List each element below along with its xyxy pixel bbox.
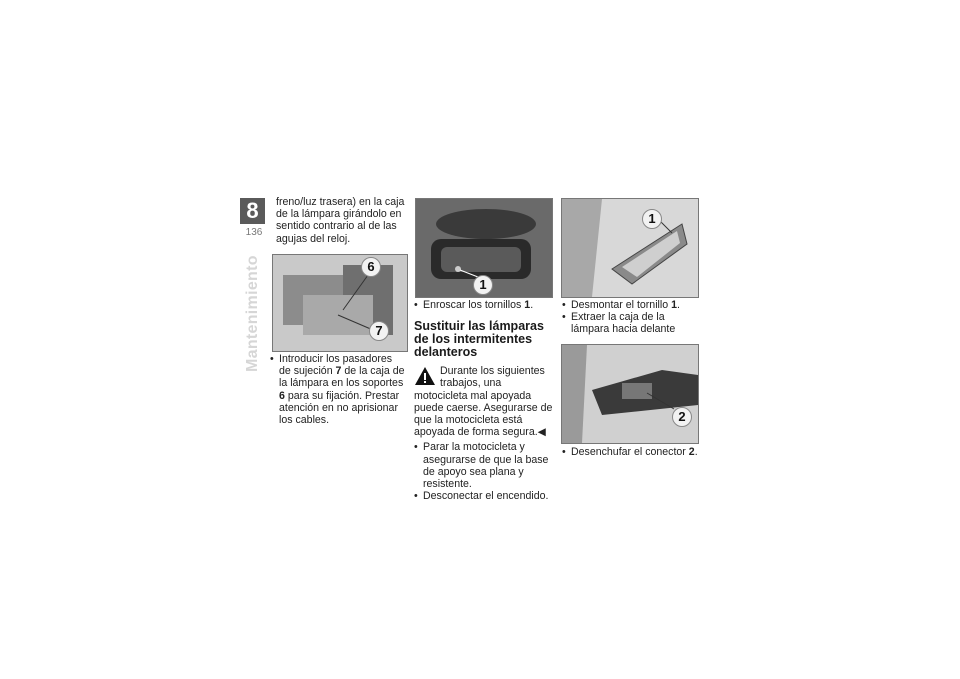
page-number: 136	[245, 227, 263, 238]
warning-triangle-icon	[414, 366, 436, 386]
photo-connector-illustration	[562, 345, 698, 443]
bullet-pull-housing: • Extraer la caja de la lámpara hacia delante	[562, 311, 702, 335]
col3-bullets-top	[562, 299, 702, 336]
photo-indicator	[561, 198, 699, 298]
col2-content	[414, 299, 554, 502]
photo-callout-2: 2	[672, 407, 692, 427]
bullet-disconnect-connector: • Desenchufar el conector 2.	[562, 446, 702, 458]
col1-intro	[276, 196, 406, 245]
chapter-number: 8	[240, 198, 265, 224]
photo-callout-7: 7	[369, 321, 389, 341]
col1-bullets	[270, 353, 406, 426]
col3-bullets-bottom	[562, 446, 702, 458]
bullet-insert-pins: • Introducir los pasadores de sujeción 7 de la caja de la lámpara en los soportes 6 para su fijación. Prestar atención en no aprisionar los cables.	[270, 353, 406, 426]
photo-lamp-housing	[272, 254, 408, 352]
photo-callout-1: 1	[473, 275, 493, 295]
photo-callout-1: 1	[642, 209, 662, 229]
bullet-park-motorcycle: • Parar la motocicleta y asegurarse de que la base de apoyo sea plana y resistente.	[414, 441, 554, 490]
bullet-ignition-off: • Desconectar el encendido.	[414, 490, 554, 502]
intro-paragraph: freno/luz trasera) en la caja de la lámpara girándolo en sentido contrario al de las agujas del reloj.	[276, 196, 405, 245]
bullet-remove-screw: • Desmontar el tornillo 1.	[562, 299, 702, 311]
section-heading: Sustituir las lámparas de los intermitentes delanteros	[414, 319, 544, 360]
photo-connector	[561, 344, 699, 444]
photo-callout-6: 6	[361, 257, 381, 277]
photo-indicator-illustration	[562, 199, 698, 297]
photo-rear-light	[415, 198, 553, 298]
bullet-screw-in: • Enroscar los tornillos 1.	[414, 299, 554, 311]
chapter-title: Mantenimiento	[244, 255, 261, 372]
warning-text: Durante los siguientes trabajos, una motocicleta mal apoyada puede caerse. Asegurarse de que la motocicleta está apoyada de forma segura.◀	[414, 365, 553, 439]
warning-block	[414, 365, 554, 438]
